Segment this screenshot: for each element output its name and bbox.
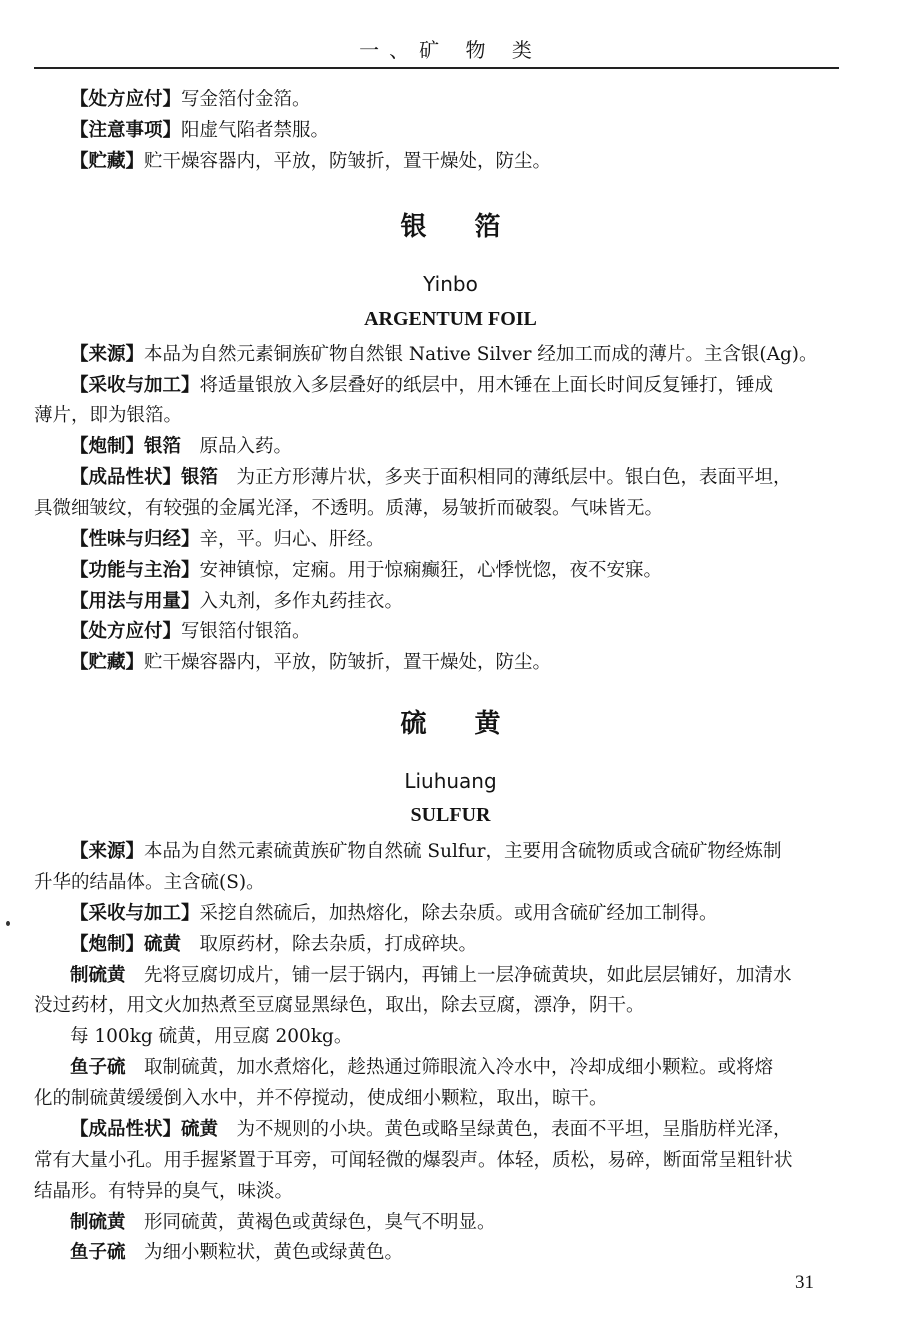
entry-text: 薄片，即为银箔。 [34,405,183,426]
entry-text: 贮干燥容器内，平放，防皱折，置干燥处，防尘。 [144,652,552,673]
entry-tag: 制硫黄 [70,965,126,986]
header-rule [34,67,839,69]
liuhuang-line [34,1178,839,1206]
entry-text: 为不规则的小块。黄色或略呈绿黄色，表面不平坦，呈脂肪样光泽， [218,1119,792,1140]
entry-tag: 【来源】 [70,344,145,365]
yinbo-line [70,588,839,616]
entry-text: 为正方形薄片状，多夹于面积相同的薄纸层中。银白色，表面平坦， [218,467,792,488]
yinbo-line [70,557,839,585]
entry-line [70,117,839,145]
entry-pinyin-liuhuang: Liuhuang [404,769,497,793]
entry-text: 贮干燥容器内，平放，防皱折，置干燥处，防尘。 [144,151,552,172]
entry-text: 具微细皱纹，有较强的金属光泽，不透明。质薄，易皱折而破裂。气味皆无。 [34,498,664,519]
entry-tag: 【采收与加工】 [70,903,200,924]
entry-text: 写金箔付金箔。 [181,89,311,110]
entry-text: 先将豆腐切成片，铺一层于锅内，再铺上一层净硫黄块，如此层层铺好，加清水 [125,965,792,986]
entry-text: 本品为自然元素硫黄族矿物自然硫 Sulfur，主要用含硫物质或含硫矿物经炼制 [144,841,782,862]
entry-text: 辛，平。归心、肝经。 [199,529,385,550]
entry-text: 升华的结晶体。主含硫(S)。 [34,872,265,893]
entry-text: 安神镇惊，定痫。用于惊痫癫狂，心悸恍惚，夜不安寐。 [199,560,663,581]
entry-tag: 【处方应付】 [70,621,182,642]
liuhuang-line [70,1116,839,1144]
entry-tag: 【注意事项】 [70,120,182,141]
entry-text: 常有大量小孔。用手握紧置于耳旁，可闻轻微的爆裂声。体轻，质松，易碎，断面常呈粗针状 [34,1150,793,1171]
entry-text: 取制硫黄，加水煮熔化，趁热通过筛眼流入冷水中，冷却成细小颗粒。或将熔 [125,1057,774,1078]
liuhuang-line [70,838,839,866]
entry-tag: 【来源】 [70,841,145,862]
entry-text: 将适量银放入多层叠好的纸层中，用木锤在上面长时间反复锤打，锤成 [199,375,774,396]
entry-tag: 鱼子硫 [70,1057,126,1078]
yinbo-line [34,402,839,430]
entry-text: 本品为自然元素铜族矿物自然银 Native Silver 经加工而成的薄片。主含银(Ag)。 [144,344,818,365]
entry-text: 原品入药。 [181,436,293,457]
entry-line [70,148,839,176]
entry-text: 结晶形。有特异的臭气，味淡。 [34,1181,294,1202]
entry-tag: 【贮藏】 [70,652,145,673]
yinbo-line [70,618,839,646]
entry-text: 没过药材，用文火加热煮至豆腐显黑绿色，取出，除去豆腐，漂净，阴干。 [34,995,645,1016]
entry-latin-liuhuang: SULFUR [410,804,491,826]
entry-text: 采挖自然硫后，加热熔化，除去杂质。或用含硫矿经加工制得。 [199,903,718,924]
entry-tag: 【贮藏】 [70,151,145,172]
page-number: 31 [795,1272,814,1293]
yinbo-line [70,526,839,554]
liuhuang-line [70,1023,839,1051]
entry-tag: 【处方应付】 [70,89,182,110]
entry-text: 每 100kg 硫黄，用豆腐 200kg。 [70,1026,353,1047]
entry-tag: 鱼子硫 [70,1242,126,1263]
scan-speck [6,921,10,926]
entry-text: 写银箔付银箔。 [181,621,311,642]
yinbo-line [70,372,839,400]
yinbo-line [70,341,839,369]
liuhuang-line [70,1209,839,1237]
entry-tag: 【炮制】硫黄 [70,934,182,955]
entry-latin-yinbo: ARGENTUM FOIL [364,308,537,330]
entry-text: 入丸剂，多作丸药挂衣。 [199,591,404,612]
running-header: 一、矿 物 类 [359,38,542,62]
entry-tag: 【成品性状】银箔 [70,467,219,488]
entry-text: 化的制硫黄缓缓倒入水中，并不停搅动，使成细小颗粒，取出，晾干。 [34,1088,608,1109]
entry-line [70,86,839,114]
liuhuang-line [70,1239,839,1267]
entry-tag: 【性味与归经】 [70,529,200,550]
entry-tag: 【采收与加工】 [70,375,200,396]
entry-text: 形同硫黄，黄褐色或黄绿色，臭气不明显。 [125,1212,496,1233]
yinbo-line [70,464,839,492]
yinbo-line [34,495,839,523]
entry-title-yinbo: 银箔 [400,212,549,242]
entry-tag: 制硫黄 [70,1212,126,1233]
entry-tag: 【功能与主治】 [70,560,200,581]
entry-title-liuhuang: 硫黄 [400,709,549,739]
entry-tag: 【用法与用量】 [70,591,200,612]
yinbo-line [70,433,839,461]
liuhuang-line [70,1054,839,1082]
entry-text: 阳虚气陷者禁服。 [181,120,330,141]
liuhuang-line [70,900,839,928]
entry-text: 为细小颗粒状，黄色或绿黄色。 [125,1242,404,1263]
entry-text: 取原药材，除去杂质，打成碎块。 [181,934,478,955]
liuhuang-line [34,869,839,897]
entry-pinyin-yinbo: Yinbo [423,272,478,296]
liuhuang-line [34,992,839,1020]
liuhuang-line [34,1147,839,1175]
entry-tag: 【成品性状】硫黄 [70,1119,219,1140]
liuhuang-line [70,962,839,990]
liuhuang-line [34,1085,839,1113]
liuhuang-line [70,931,839,959]
entry-tag: 【炮制】银箔 [70,436,182,457]
yinbo-line [70,649,839,677]
